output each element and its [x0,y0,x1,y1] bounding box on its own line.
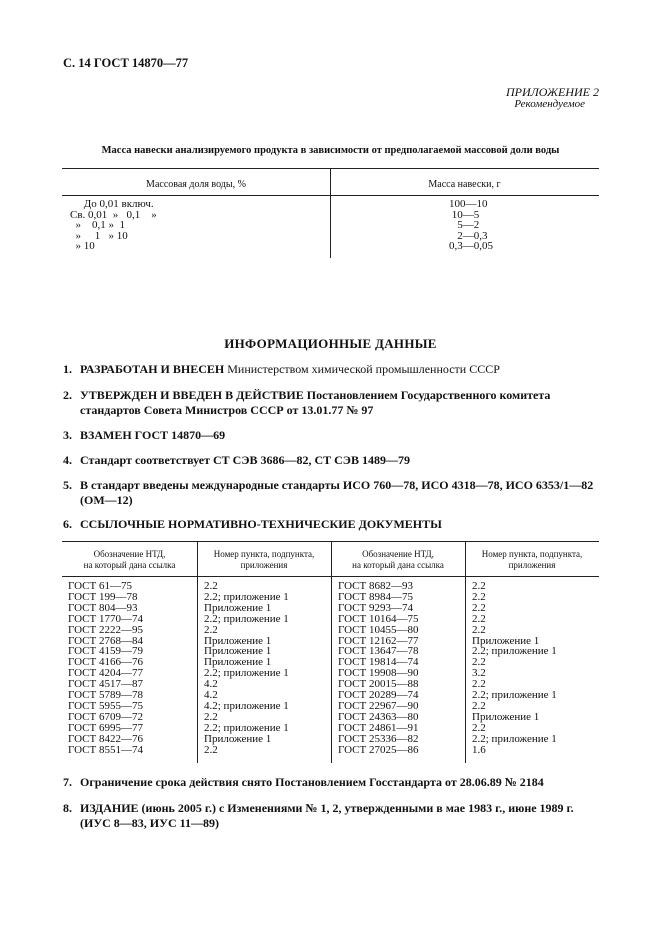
table1-col2-header: Масса навески, г [428,179,501,190]
item-number: 5. [63,478,72,492]
info-item-4 [63,453,603,468]
item-lead: ССЫЛОЧНЫЕ НОРМАТИВНО-ТЕХНИЧЕСКИЕ ДОКУМЕНТЫ [80,517,442,531]
item-lead: Ограничение срока действия снято Постановлением Госстандарта от 28.06.89 № 2184 [80,775,544,789]
table1-col2-values: 100—10 10—5 5—2 2—0,3 0,3—0,05 [449,198,493,252]
table2-header-4: Номер пункта, подпункта, приложения [481,549,583,570]
item-lead: РАЗРАБОТАН И ВНЕСЕН [80,362,225,376]
table2-header-3: Обозначение НТД, на который дана ссылка [352,549,444,570]
table1-col1-header: Массовая доля воды, % [146,179,246,190]
item-lead: УТВЕРЖДЕН И ВВЕДЕН В ДЕЙСТВИЕ [80,388,304,402]
item-number: 6. [63,517,72,531]
info-title: ИНФОРМАЦИОННЫЕ ДАННЫЕ [224,336,437,351]
info-item-2 [63,388,603,418]
item-number: 2. [63,388,72,402]
item-lead: ВЗАМЕН ГОСТ 14870—69 [80,428,226,442]
item-text: Постановлением Государственного комитета стандартов Совета Министров СССР от 13.01.77 № 97 [80,388,551,417]
table2-col-clause-2: 2.2 2.2 2.2 2.2 2.2 Приложение 1 2.2; приложение 1 2.2 3.2 2.2 2.2; приложение 1 2.2 Приложение 1 2.2 2.2; приложение 1 1.6 [472,580,557,756]
info-item-8 [63,801,603,831]
info-item-6 [63,517,603,532]
item-number: 7. [63,775,72,789]
table2-header-1: Обозначение НТД, на который дана ссылка [83,549,176,570]
item-number: 4. [63,453,72,467]
item-number: 8. [63,801,72,815]
appendix-subtitle: Рекомендуемое [514,98,585,110]
item-number: 3. [63,428,72,442]
info-item-1 [63,362,603,377]
info-item-3 [63,428,603,443]
item-lead: Стандарт соответствует СТ СЭВ 3686—82, СТ СЭВ 1489—79 [80,453,410,467]
table2-divider-1 [197,541,198,763]
table2-divider-3 [465,541,466,763]
item-text: Министерством химической промышленности СССР [224,362,500,376]
table1-col1-values: До 0,01 включ. Св. 0,01 » 0,1 » » 0,1 » 1 » 1 » 10 » 10 [70,198,157,252]
table2-col-ntd-2: ГОСТ 8682—93 ГОСТ 8984—75 ГОСТ 9293—74 ГОСТ 10164—75 ГОСТ 10455—80 ГОСТ 12162—77 ГОСТ 13647—78 ГОСТ 19814—74 ГОСТ 19908—90 ГОСТ 20015—88 ГОСТ 20289—74 ГОСТ 22967—90 ГОСТ 24363—80 ГОСТ 24861—91 ГОСТ 25336—82 ГОСТ 27025—86 [338,580,419,756]
info-item-5 [63,478,603,508]
appendix-title: ПРИЛОЖЕНИЕ 2 [506,85,599,99]
table2-col-ntd-1: ГОСТ 61—75 ГОСТ 199—78 ГОСТ 804—93 ГОСТ 1770—74 ГОСТ 2222—95 ГОСТ 2768—84 ГОСТ 4159—79 ГОСТ 4166—76 ГОСТ 4204—77 ГОСТ 4517—87 ГОСТ 5789—78 ГОСТ 5955—75 ГОСТ 6709—72 ГОСТ 6995—77 ГОСТ 8422—76 ГОСТ 8551—74 [68,580,143,756]
item-lead: В стандарт введены международные стандарты ИСО 760—78, ИСО 4318—78, ИСО 6353/1—82 (ОМ—12) [80,478,594,507]
table2-divider-2 [331,541,332,763]
table2-header-2: Номер пункта, подпункта, приложения [213,549,315,570]
item-number: 1. [63,362,72,376]
table1-title: Масса навески анализируемого продукта в зависимости от предполагаемой массовой доли воды [101,145,560,156]
table2-col-clause-1: 2.2 2.2; приложение 1 Приложение 1 2.2; приложение 1 2.2 Приложение 1 Приложение 1 Приложение 1 2.2; приложение 1 4.2 4.2 4.2; приложение 1 2.2 2.2; приложение 1 Приложение 1 2.2 [204,580,289,756]
info-item-7 [63,775,603,790]
page-header: С. 14 ГОСТ 14870—77 [63,56,189,70]
item-lead: ИЗДАНИЕ (июнь 2005 г.) с Изменениями № 1, 2, утвержденными в мае 1983 г., июне 1989 г. (ИУС 8—83, ИУС 11—89) [80,801,574,830]
